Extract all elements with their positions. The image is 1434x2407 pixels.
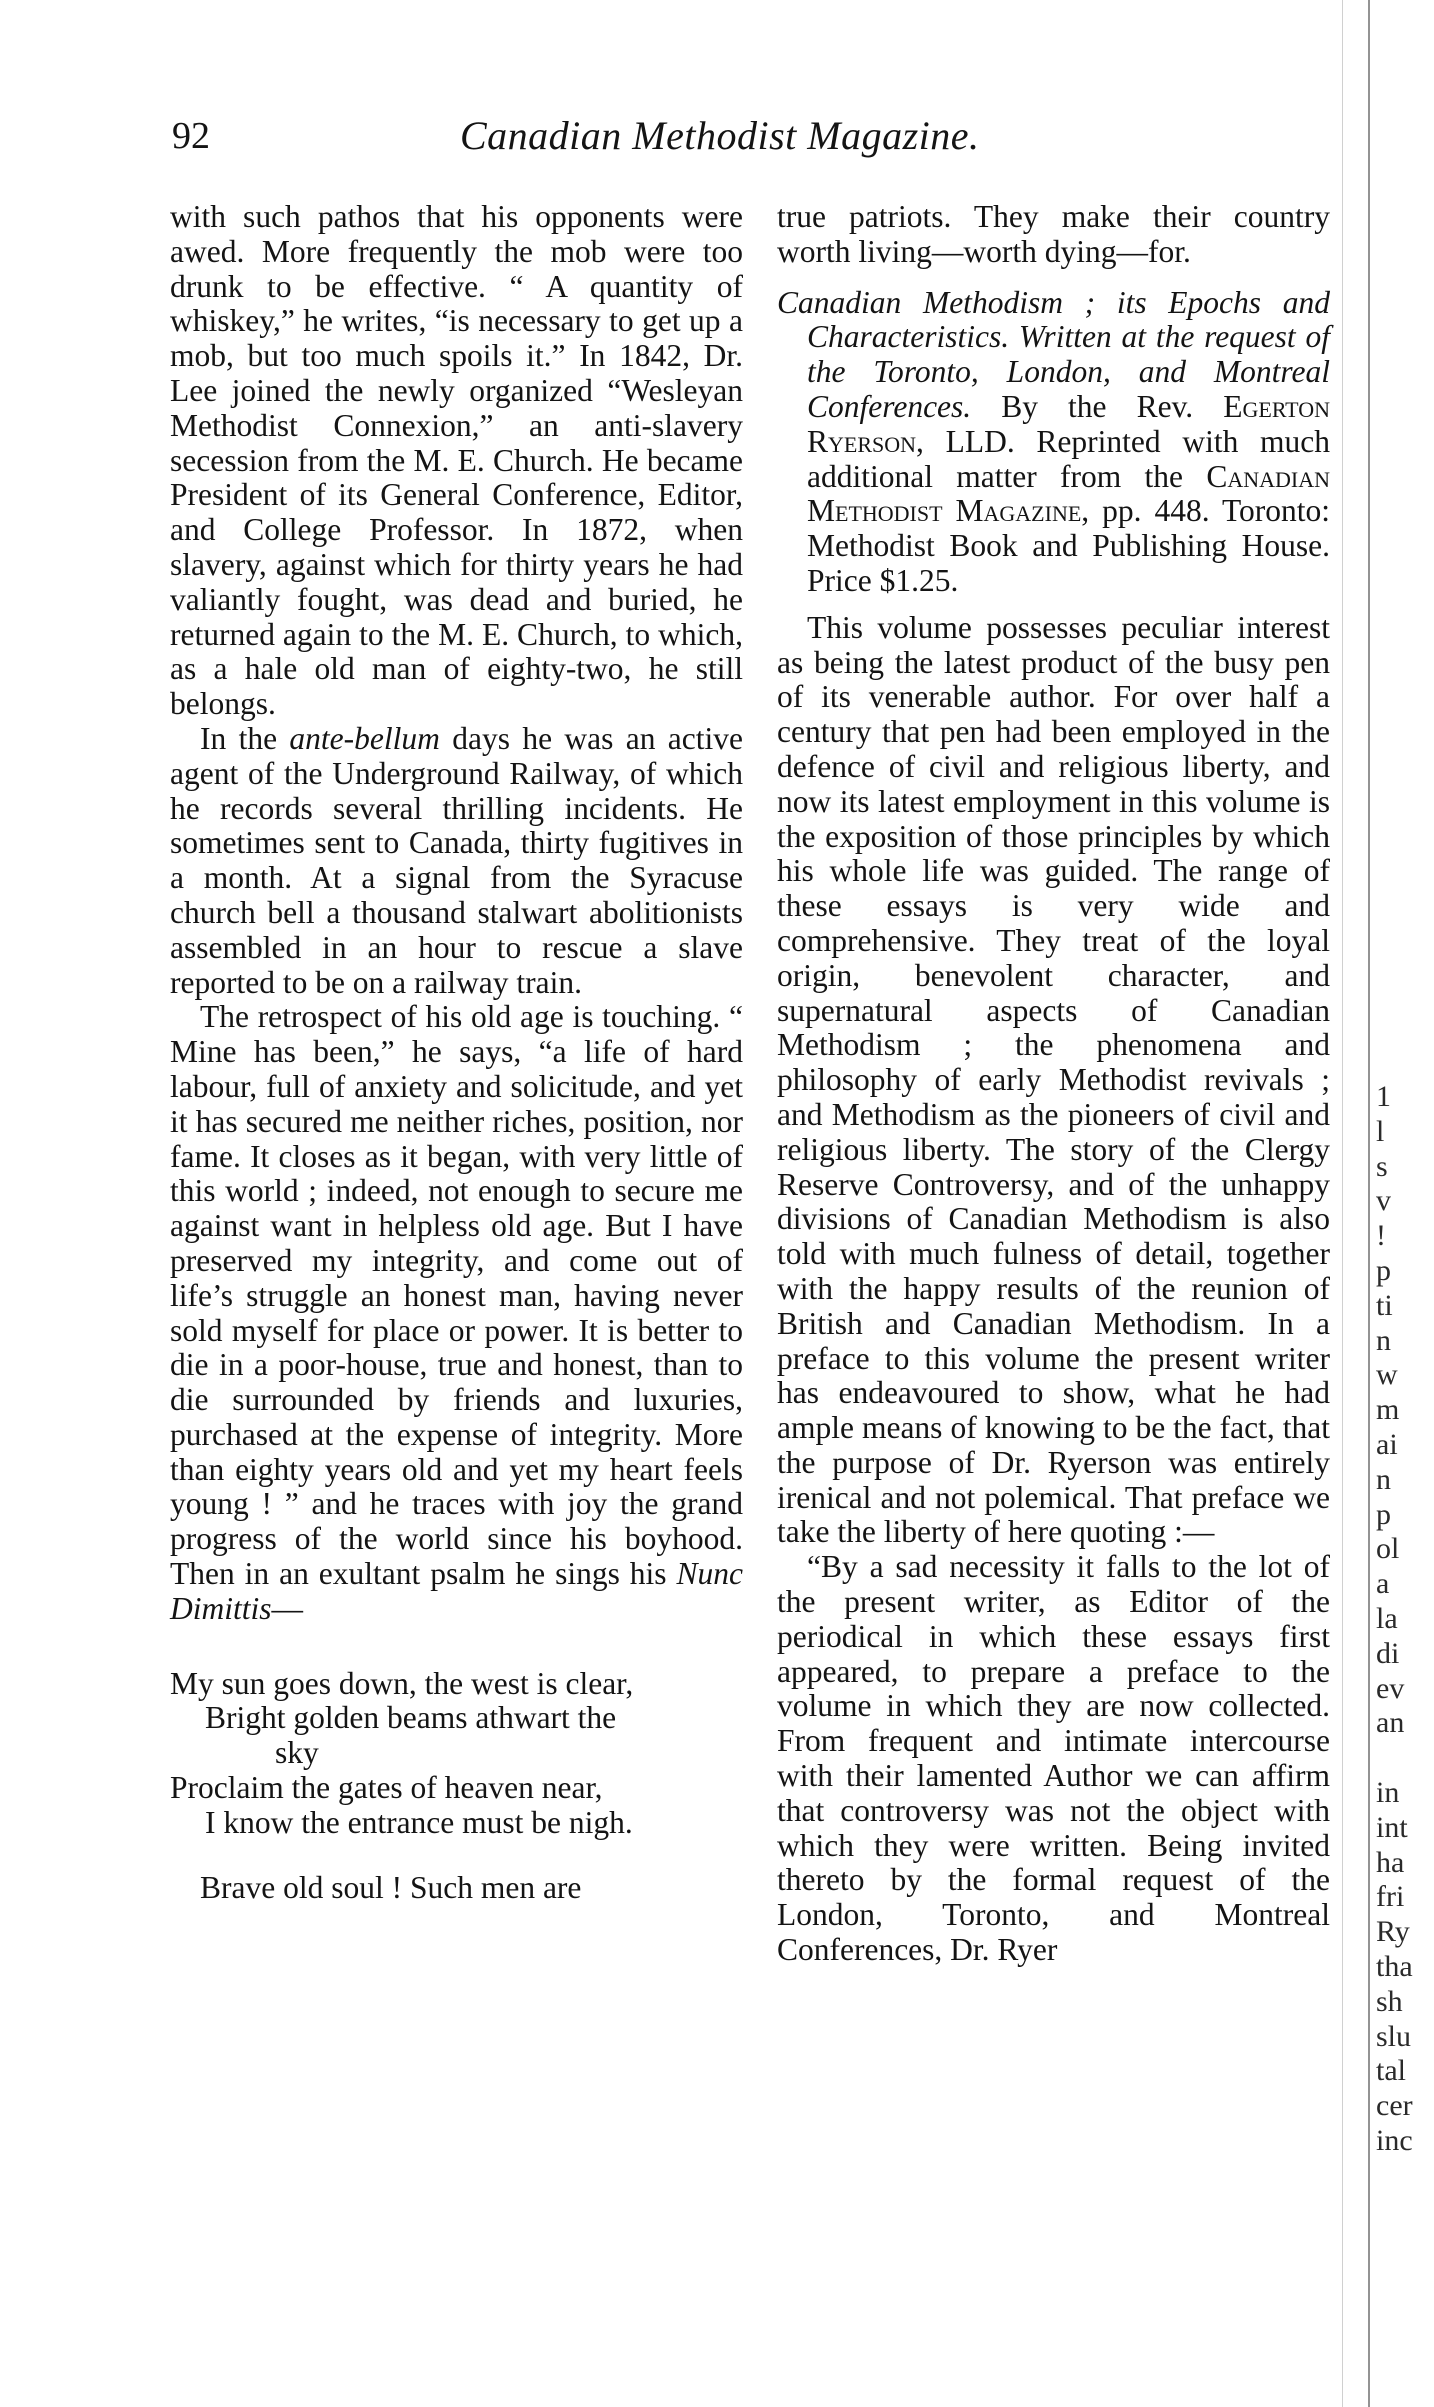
fragment-line: ha <box>1376 1845 1405 1879</box>
poem-line: My sun goes down, the west is clear, <box>170 1665 634 1701</box>
text: In the <box>200 720 290 756</box>
paragraph-underground-railway <box>170 722 743 1000</box>
paragraph-retrospect <box>170 1000 743 1626</box>
adjacent-page-fragments <box>1376 1080 1434 2159</box>
fragment-line: 1 <box>1376 1080 1391 1113</box>
paragraph-preface-quote: “By a sad necessity it falls to the lot of the present writer, as Editor of the periodical in which these essays first appeared, to prepare a preface to the volume in which they are now collected. From frequent and intimate intercourse with their lamented Author we can affirm that controversy was not the object with which they were written. Being invited thereto by the formal request of the London, Toronto, and Montreal Conferences, Dr. Ryer <box>777 1549 1330 1968</box>
fragment-line: la <box>1376 1601 1398 1635</box>
fragment-line: n <box>1376 1462 1391 1496</box>
fragment-line: ol <box>1376 1532 1400 1566</box>
fragment-line: ti <box>1376 1288 1393 1322</box>
fragment-line: p <box>1376 1497 1391 1531</box>
paragraph-brave-old-soul: Brave old soul ! Such men are <box>200 1869 582 1905</box>
fragment-line: tal <box>1376 2054 1406 2088</box>
text: The retrospect of his old age is touching. “ Mine has been,” he says, “a life of hard labour, full of anxiety and solicitude, and yet it has secured me neither riches, position, nor fame. It closes as it began, with very little of this world ; indeed, not enough to secure me against want in helpless old age. But I have preserved my integrity, and come out of life’s struggle an honest man, having never sold myself for place or power. It is better to die in a poor-house, true and honest, than to die surrounded by friends and luxuries, purchased at the expense of integrity. More than eighty years old and yet my heart feels young ! ” and he traces with joy the grand progress of the world since his boyhood. Then in an exultant psalm he sings his <box>170 999 743 1592</box>
fragment-line: inc <box>1376 2123 1413 2157</box>
left-column <box>170 200 743 1905</box>
fragment-line: ! <box>1376 1219 1386 1253</box>
nunc-dimittis-term: Nunc Dimittis <box>170 1556 743 1626</box>
book-author: Egerton Ryerson <box>807 388 1330 459</box>
poem-line: Proclaim the gates of heaven near, <box>170 1770 603 1806</box>
fragment-line: an <box>1376 1706 1405 1740</box>
text: , LLD. Reprinted with much additional matter from the <box>807 423 1330 494</box>
poem-line: sky <box>275 1735 319 1771</box>
right-column <box>777 200 1330 1968</box>
poem-line: I know the entrance must be nigh. <box>205 1804 633 1840</box>
paragraph-lee-connexion: with such pathos that his opponents were awed. More frequently the mob were too drunk to be effective. “ A quantity of whiskey,” he writes, “is necessary to get up a mob, but too much spoils it.” In 1842, Dr. Lee joined the newly organized “Wesleyan Methodist Connexion,” an anti-slavery secession from the M. E. Church. He became President of its General Conference, Editor, and College Professor. In 1872, when slavery, against which for thirty years he had valiantly fought, was dead and buried, he returned again to the M. E. Church, to which, as a hale old man of eighty-two, he still belongs. <box>170 199 743 722</box>
text: days he was an active agent of the Underground Railway, of which he records several thrilling incidents. He sometimes sent to Canada, thirty fugitives in a month. At a signal from the Syracuse church bell a thousand stalwart abolitionists assembled in an hour to rescue a slave reported to be on a railway train. <box>170 720 743 1000</box>
book-review-heading <box>777 286 1330 599</box>
page-number: 92 <box>172 115 210 157</box>
fragment-line: a <box>1376 1567 1390 1601</box>
fragment-line: n <box>1376 1323 1391 1357</box>
fragment-line <box>1376 1741 1434 1776</box>
fragment-line: fri <box>1376 1880 1405 1914</box>
text: By the Rev. <box>971 388 1224 424</box>
fragment-line: ev <box>1376 1671 1405 1705</box>
binding-edge <box>1342 0 1343 2407</box>
fragment-line: w <box>1376 1358 1398 1392</box>
text: — <box>271 1590 304 1626</box>
ante-bellum-term: ante-bellum <box>289 720 440 756</box>
fragment-line: tha <box>1376 1949 1413 1983</box>
fragment-line: Ry <box>1376 1915 1410 1949</box>
poem-line: Bright golden beams athwart the <box>205 1700 617 1736</box>
fragment-line: v <box>1376 1184 1391 1218</box>
fragment-line: sh <box>1376 1984 1403 2018</box>
paragraph-review-body: This volume possesses peculiar interest as being the latest product of the busy pen of its venerable author. For over half a century that pen had been employed in the defence of civil and religious liberty, and now its latest employment in this volume is the exposition of those principles by which his whole life was guided. The range of these essays is very wide and comprehensive. They treat of the loyal origin, benevolent character, and supernatural aspects of Canadian Methodism ; the phenomena and philosophy of early Methodist revivals ; and Methodism as the pioneers of civil and religious liberty. The story of the Clergy Reserve Controversy, and of the unhappy divisions of Canadian Methodism is also told with much fulness of detail, together with the happy results of the reunion of British and Canadian Methodism. In a preface to this volume the present writer has endeavoured to show, what he had ample means of knowing to be the fact, that the purpose of Dr. Ryerson was entirely irenical and not polemical. That preface we take the liberty of here quoting :— <box>777 609 1330 1550</box>
fragment-line: int <box>1376 1810 1408 1844</box>
book-title: Canadian Methodism ; its Epochs and Characteristics. Written at the request of the Toronto, London, and Montreal Conferences. <box>777 284 1330 424</box>
poem-stanza <box>170 1667 743 1841</box>
fragment-line: in <box>1376 1775 1400 1809</box>
fragment-line: l <box>1376 1114 1385 1148</box>
fragment-line: ai <box>1376 1427 1398 1461</box>
paragraph-true-patriots: true patriots. They make their country worth living—worth dying—for. <box>777 199 1330 269</box>
fragment-line: di <box>1376 1636 1400 1670</box>
page-edge-rule <box>1368 0 1370 2407</box>
fragment-line: m <box>1376 1393 1400 1427</box>
fragment-line: cer <box>1376 2089 1413 2123</box>
fragment-line: slu <box>1376 2019 1412 2053</box>
fragment-line: s <box>1376 1149 1388 1183</box>
fragment-line: p <box>1376 1253 1391 1287</box>
text: , pp. 448. Toronto: Methodist Book and Publishing House. Price $1.25. <box>807 493 1331 598</box>
magazine-name: Canadian Methodist Magazine <box>807 458 1330 529</box>
running-title: Canadian Methodist Magazine. <box>460 113 980 158</box>
